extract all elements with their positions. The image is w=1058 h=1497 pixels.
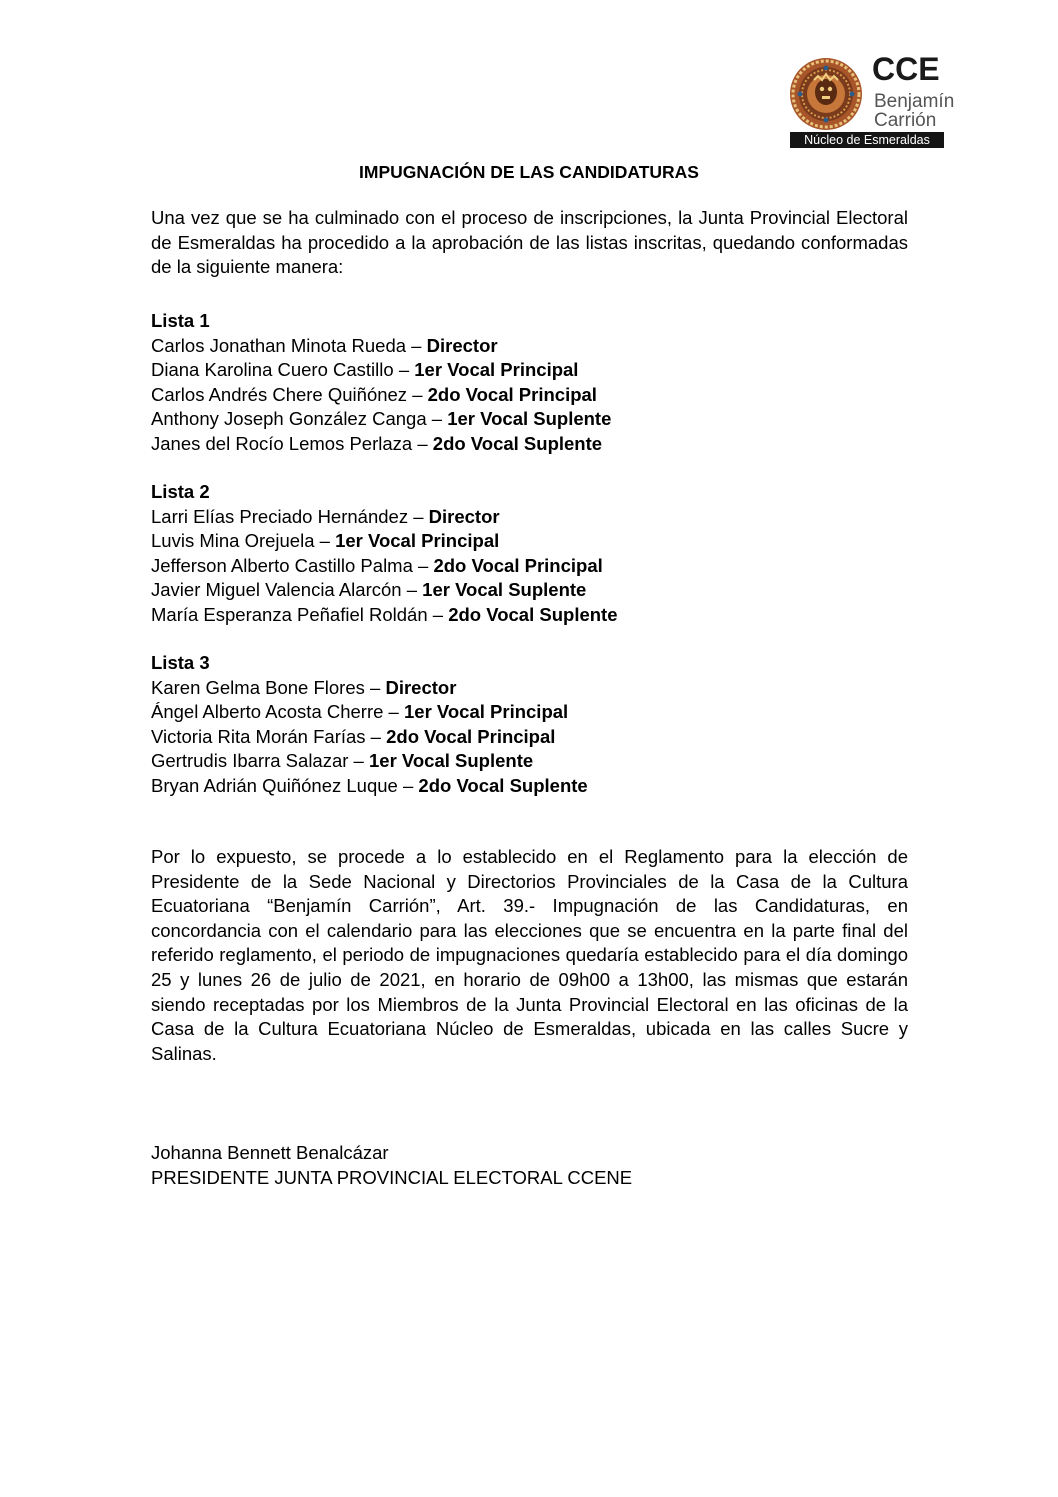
- separator: –: [383, 701, 404, 723]
- member-name: Karen Gelma Bone Flores: [151, 676, 365, 698]
- separator: –: [426, 408, 448, 430]
- separator: –: [364, 676, 386, 698]
- logo-name-line1: Benjamín: [874, 91, 955, 112]
- list-member: [151, 676, 908, 701]
- list-member: [151, 407, 908, 432]
- list-member: [151, 578, 908, 603]
- member-name: Ángel Alberto Acosta Cherre: [151, 701, 384, 723]
- member-name: Diana Karolina Cuero Castillo: [151, 359, 394, 381]
- member-name: Javier Miguel Valencia Alarcón: [151, 579, 402, 601]
- list-member: [151, 554, 908, 579]
- separator: –: [314, 530, 336, 552]
- document-title: IMPUGNACIÓN DE LAS CANDIDATURAS: [359, 162, 699, 182]
- cce-emblem-icon: [788, 56, 864, 132]
- logo-name-line2: Carrión: [874, 110, 937, 131]
- member-name: Carlos Jonathan Minota Rueda: [151, 334, 407, 356]
- list-member: [151, 432, 908, 457]
- separator: –: [408, 505, 429, 527]
- separator: –: [348, 750, 369, 772]
- member-name: Carlos Andrés Chere Quiñónez: [151, 383, 408, 405]
- member-name: Larri Elías Preciado Hernández: [151, 505, 409, 527]
- member-name: Anthony Joseph González Canga: [151, 408, 427, 430]
- list-block-2: [151, 480, 908, 628]
- list-block-3: [151, 651, 908, 799]
- member-role: 1er Vocal Suplente: [369, 750, 534, 772]
- member-name: Luvis Mina Orejuela: [151, 530, 315, 552]
- member-name: Bryan Adrián Quiñónez Luque: [151, 774, 398, 796]
- list-member: [151, 725, 908, 750]
- member-role: 2do Vocal Principal: [386, 725, 556, 747]
- list-member: [151, 505, 908, 530]
- member-role: 1er Vocal Suplente: [447, 408, 612, 430]
- member-role: Director: [385, 676, 457, 698]
- separator: –: [406, 334, 427, 356]
- intro-paragraph: Una vez que se ha culminado con el proceso de inscripciones, la Junta Provincial Electoral de Esmeraldas ha procedido a la aprobación de las listas inscritas, quedando conformadas de la siguiente manera:: [151, 207, 908, 278]
- member-role: 2do Vocal Principal: [427, 383, 597, 405]
- member-role: 2do Vocal Suplente: [448, 603, 618, 625]
- separator: –: [393, 359, 415, 381]
- member-name: Gertrudis Ibarra Salazar: [151, 750, 349, 772]
- list-block-1: [151, 309, 908, 457]
- separator: –: [427, 603, 449, 625]
- list-heading: Lista 2: [151, 481, 210, 502]
- list-member: [151, 774, 908, 799]
- list-member: [151, 700, 908, 725]
- cce-logo: [788, 51, 955, 148]
- list-heading: Lista 1: [151, 310, 210, 331]
- member-name: Jefferson Alberto Castillo Palma: [151, 554, 413, 576]
- logo-acronym: CCE: [872, 51, 940, 87]
- list-member: [151, 529, 908, 554]
- separator: –: [365, 725, 387, 747]
- signatory-name: Johanna Bennett Benalcázar: [151, 1142, 389, 1163]
- member-role: 1er Vocal Suplente: [422, 579, 587, 601]
- member-name: Victoria Rita Morán Farías: [151, 725, 366, 747]
- member-name: Janes del Rocío Lemos Perlaza: [151, 432, 413, 454]
- member-role: 2do Vocal Suplente: [418, 774, 588, 796]
- list-heading: Lista 3: [151, 652, 210, 673]
- member-role: Director: [426, 334, 498, 356]
- list-member: [151, 383, 908, 408]
- member-role: 1er Vocal Principal: [335, 530, 500, 552]
- list-member: [151, 334, 908, 359]
- member-role: 2do Vocal Principal: [433, 554, 603, 576]
- separator: –: [412, 432, 433, 454]
- member-role: Director: [428, 505, 500, 527]
- member-role: 1er Vocal Principal: [404, 701, 569, 723]
- signature-block: [151, 1141, 908, 1190]
- member-role: 2do Vocal Suplente: [432, 432, 603, 454]
- list-member: [151, 603, 908, 628]
- separator: –: [397, 774, 419, 796]
- body-paragraph: Por lo expuesto, se procede a lo establecido en el Reglamento para la elección de Presidente de la Sede Nacional y Directorios Provinciales de la Casa de la Cultura Ecuatoriana “Benjamín Carrión”, Art. 39.- Impugnación de las Candidaturas, en concordancia con el calendario para las elecciones que se encuentra en la parte final del referido reglamento, el periodo de impugnaciones quedaría establecido para el día domingo 25 y lunes 26 de julio de 2021, en horario de 09h00 a 13h00, las mismas que estarán siendo receptadas por los Miembros de la Junta Provincial Electoral en las oficinas de la Casa de la Cultura Ecuatoriana Núcleo de Esmeraldas, ubicada en las calles Sucre y Salinas.: [151, 846, 908, 1064]
- signatory-position: PRESIDENTE JUNTA PROVINCIAL ELECTORAL CCENE: [151, 1166, 633, 1188]
- member-name: María Esperanza Peñafiel Roldán: [151, 603, 428, 625]
- logo-banner: Núcleo de Esmeraldas: [790, 132, 944, 148]
- separator: –: [407, 383, 428, 405]
- separator: –: [401, 579, 423, 601]
- list-member: [151, 749, 908, 774]
- separator: –: [412, 554, 434, 576]
- list-member: [151, 358, 908, 383]
- member-role: 1er Vocal Principal: [414, 359, 579, 381]
